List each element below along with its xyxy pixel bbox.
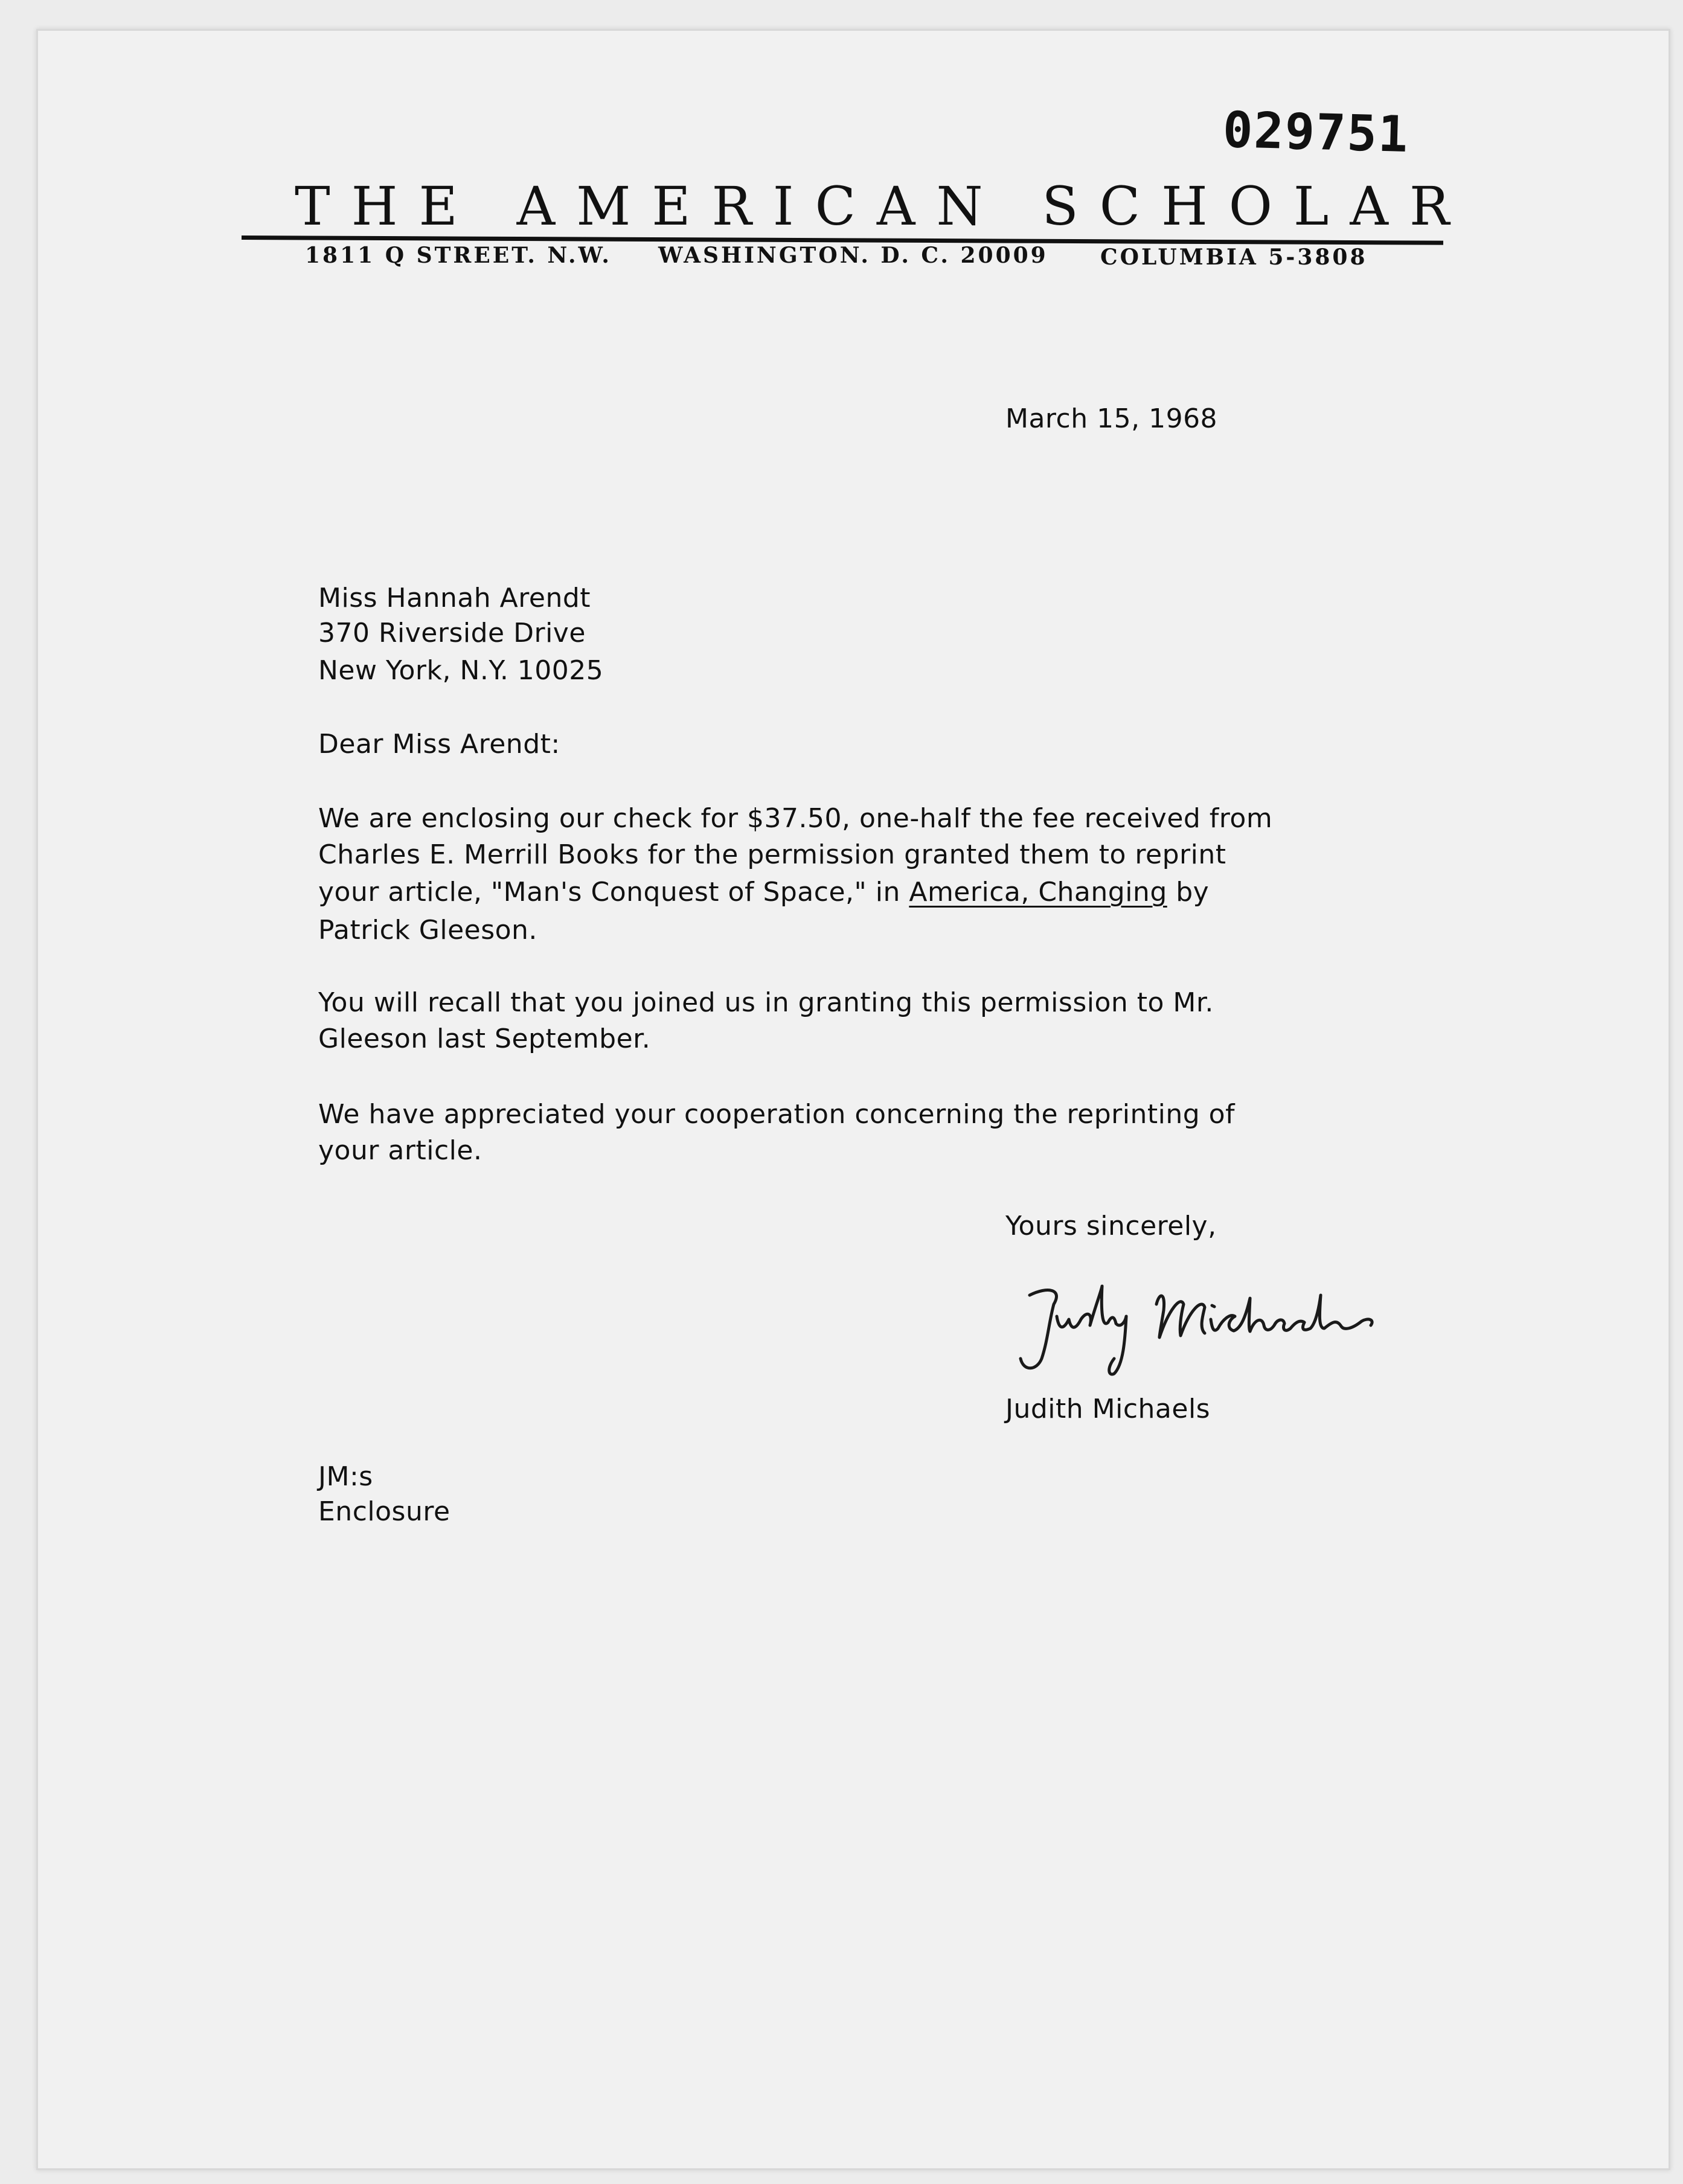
- paragraph-1-line-3-before: your article, "Man's Conquest of Space," in: [318, 877, 909, 908]
- handwritten-signature: [1005, 1268, 1392, 1383]
- paragraph-2-line-2: Gleeson last September.: [318, 1023, 651, 1054]
- salutation: Dear Miss Arendt:: [318, 729, 560, 760]
- recipient-street: 370 Riverside Drive: [318, 618, 586, 648]
- signer-name: Judith Michaels: [1005, 1394, 1211, 1424]
- recipient-name: Miss Hannah Arendt: [318, 583, 591, 613]
- letterhead-street: 1811 Q STREET. N.W.: [305, 243, 612, 268]
- paragraph-1-line-4: Patrick Gleeson.: [318, 915, 537, 946]
- closing: Yours sincerely,: [1005, 1211, 1217, 1241]
- paragraph-2-line-1: You will recall that you joined us in granting this permission to Mr.: [318, 987, 1214, 1018]
- typist-initials: JM:s: [318, 1461, 373, 1492]
- recipient-city: New York, N.Y. 10025: [318, 655, 604, 686]
- letterhead-title: THE AMERICAN SCHOLAR: [295, 175, 1471, 237]
- paragraph-1-line-3: [318, 877, 1209, 908]
- paragraph-1-line-1: We are enclosing our check for $37.50, one-half the fee received from: [318, 803, 1273, 834]
- letterhead-phone: COLUMBIA 5-3808: [1100, 245, 1368, 270]
- document-number-stamp: 029751: [1222, 101, 1410, 164]
- book-title: America, Changing: [909, 877, 1167, 908]
- enclosure-note: Enclosure: [318, 1496, 450, 1527]
- paragraph-1-line-2: Charles E. Merrill Books for the permission granted them to reprint: [318, 839, 1226, 870]
- letterhead-city: WASHINGTON. D. C. 20009: [658, 243, 1048, 268]
- paragraph-3-line-1: We have appreciated your cooperation concerning the reprinting of: [318, 1099, 1236, 1130]
- paragraph-1-line-3-after: by: [1167, 877, 1210, 908]
- paragraph-3-line-2: your article.: [318, 1135, 482, 1166]
- letter-date: March 15, 1968: [1005, 403, 1218, 434]
